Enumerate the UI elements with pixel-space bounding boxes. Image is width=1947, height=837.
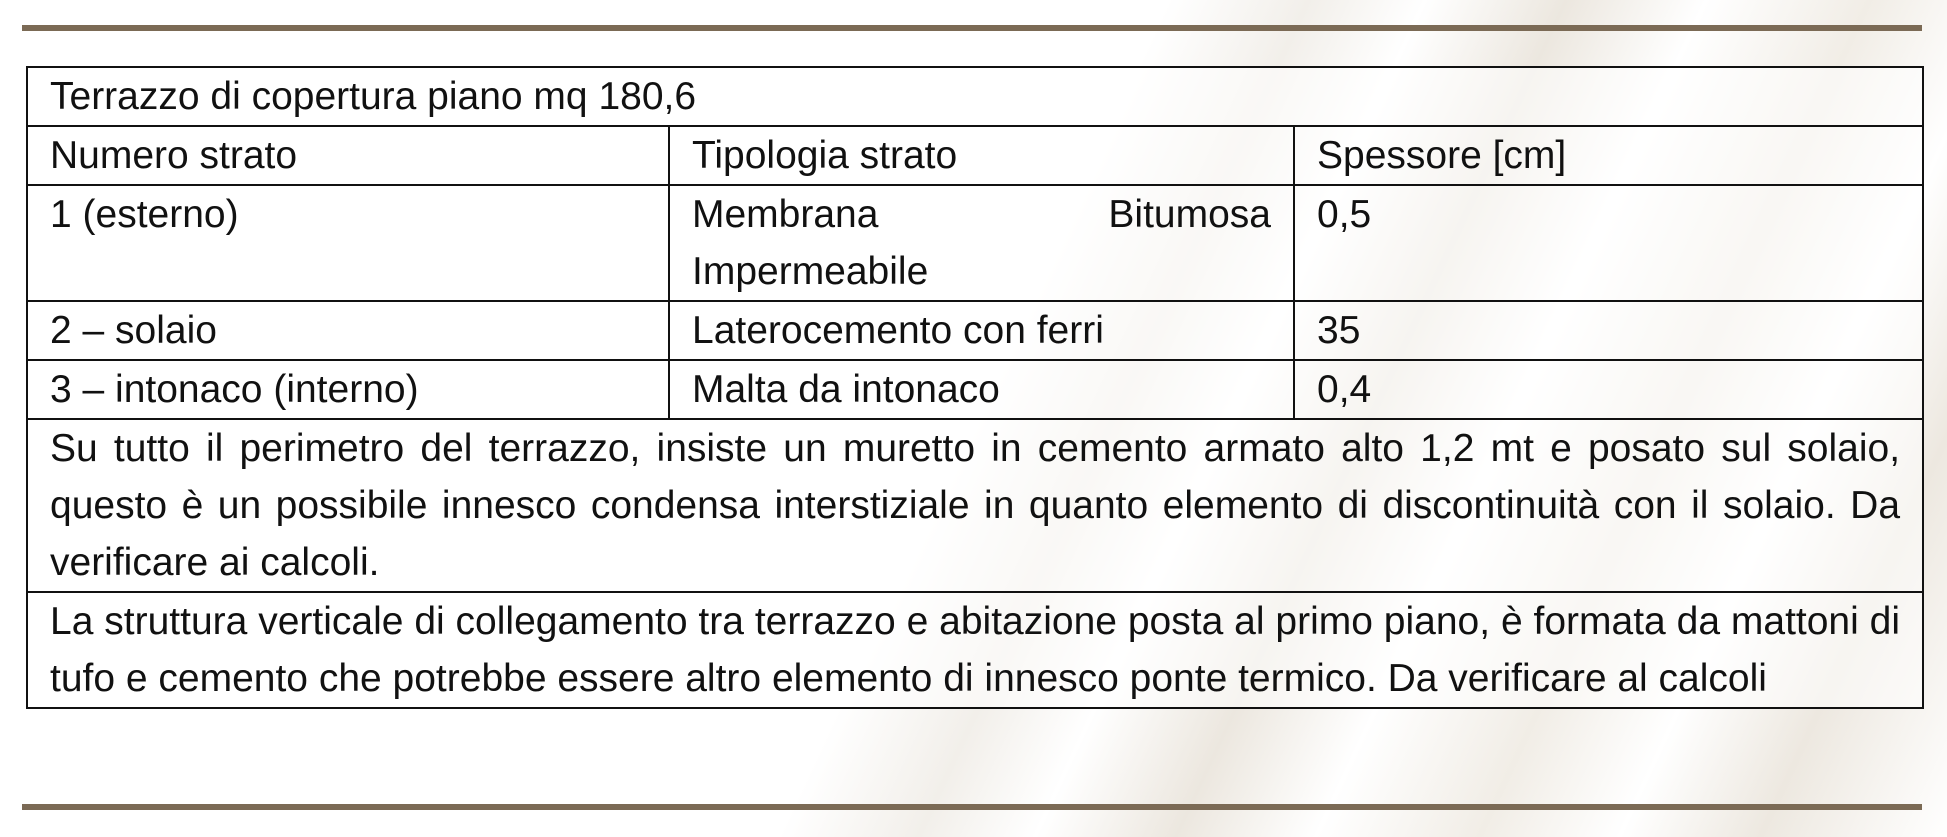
table-title-row [27,67,1923,126]
table-header-row [27,126,1923,185]
cell-spessore: 0,5 [1294,185,1923,301]
header-tipologia-strato: Tipologia strato [669,126,1294,185]
cell-spessore: 0,4 [1294,360,1923,419]
note-row [27,419,1923,592]
table-title: Terrazzo di copertura piano mq 180,6 [27,67,1923,126]
cell-tipologia: Membrana Bitumosa Impermeabile [669,185,1294,301]
layers-table [26,66,1924,709]
cell-tipologia: Laterocemento con ferri [669,301,1294,360]
note-struttura-verticale: La struttura verticale di collegamento tra terrazzo e abitazione posta al primo piano, è formata da mattoni di tufo e cemento che potrebbe essere altro elemento di innesco ponte termico. Da verificare al calcoli [27,592,1923,708]
header-numero-strato: Numero strato [27,126,669,185]
cell-numero: 3 – intonaco (interno) [27,360,669,419]
table-row [27,185,1923,301]
note-muretto: Su tutto il perimetro del terrazzo, insiste un muretto in cemento armato alto 1,2 mt e posato sul solaio, questo è un possibile innesco condensa interstiziale in quanto elemento di discontinuità con il solaio. Da verificare ai calcoli. [27,419,1923,592]
cell-numero: 2 – solaio [27,301,669,360]
top-divider [22,25,1922,31]
note-row [27,592,1923,708]
bottom-divider [22,804,1922,810]
cell-spessore: 35 [1294,301,1923,360]
table-row [27,301,1923,360]
cell-numero: 1 (esterno) [27,185,669,301]
header-spessore: Spessore [cm] [1294,126,1923,185]
table-row [27,360,1923,419]
cell-tipologia: Malta da intonaco [669,360,1294,419]
